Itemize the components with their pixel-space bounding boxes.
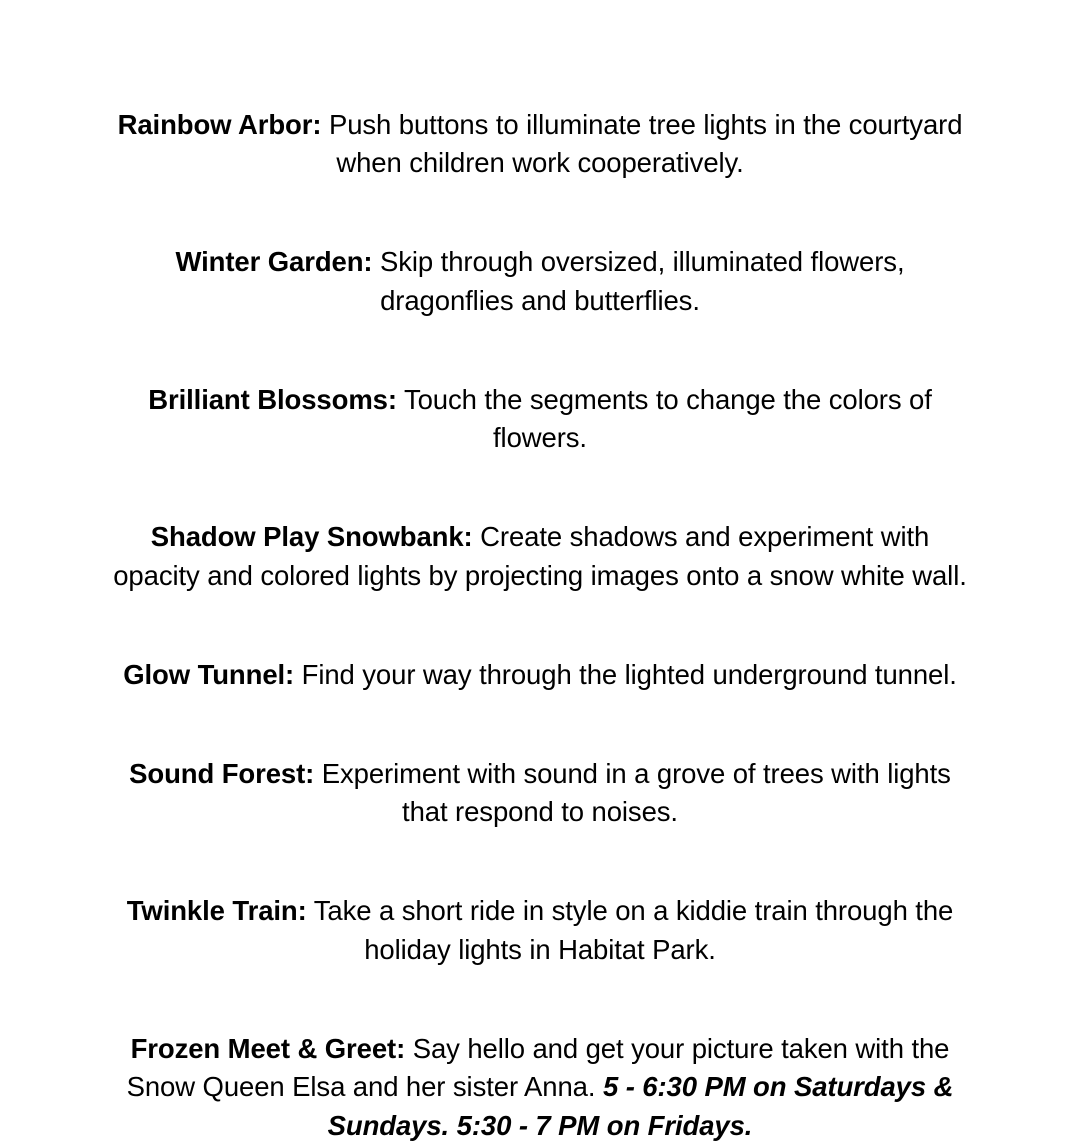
attraction-name: Twinkle Train: xyxy=(127,895,307,926)
attraction-description: Push buttons to illuminate tree lights in the courtyard when children work cooperatively. xyxy=(321,109,962,179)
list-item xyxy=(108,106,972,183)
attraction-description: Say hello and get your picture taken with the Snow Queen Elsa and her sister Anna. xyxy=(127,1033,950,1103)
attraction-name: Brilliant Blossoms: xyxy=(148,384,397,415)
attraction-name: Sound Forest: xyxy=(129,758,314,789)
attraction-name: Glow Tunnel: xyxy=(123,659,294,690)
list-item xyxy=(108,656,972,695)
attraction-name: Shadow Play Snowbank: xyxy=(151,521,473,552)
list-item xyxy=(108,1030,972,1145)
list-item xyxy=(108,892,972,969)
list-item xyxy=(108,243,972,320)
list-item xyxy=(108,518,972,595)
attraction-description: Skip through oversized, illuminated flowers, dragonflies and butterflies. xyxy=(372,246,904,316)
attraction-name: Rainbow Arbor: xyxy=(118,109,322,140)
attraction-name: Winter Garden: xyxy=(176,246,373,277)
list-item xyxy=(108,755,972,832)
attraction-schedule-note: 5 - 6:30 PM on Saturdays & Sundays. 5:30 - 7 PM on Fridays. xyxy=(328,1071,954,1141)
attraction-name: Frozen Meet & Greet: xyxy=(131,1033,406,1064)
attraction-description: Touch the segments to change the colors of flowers. xyxy=(397,384,932,454)
attraction-description: Create shadows and experiment with opacity and colored lights by projecting images onto a snow white wall. xyxy=(113,521,967,591)
attraction-description: Take a short ride in style on a kiddie train through the holiday lights in Habitat Park. xyxy=(307,895,954,965)
list-item xyxy=(108,381,972,458)
attraction-description: Find your way through the lighted underground tunnel. xyxy=(294,659,957,690)
attraction-description: Experiment with sound in a grove of trees with lights that respond to noises. xyxy=(314,758,951,828)
